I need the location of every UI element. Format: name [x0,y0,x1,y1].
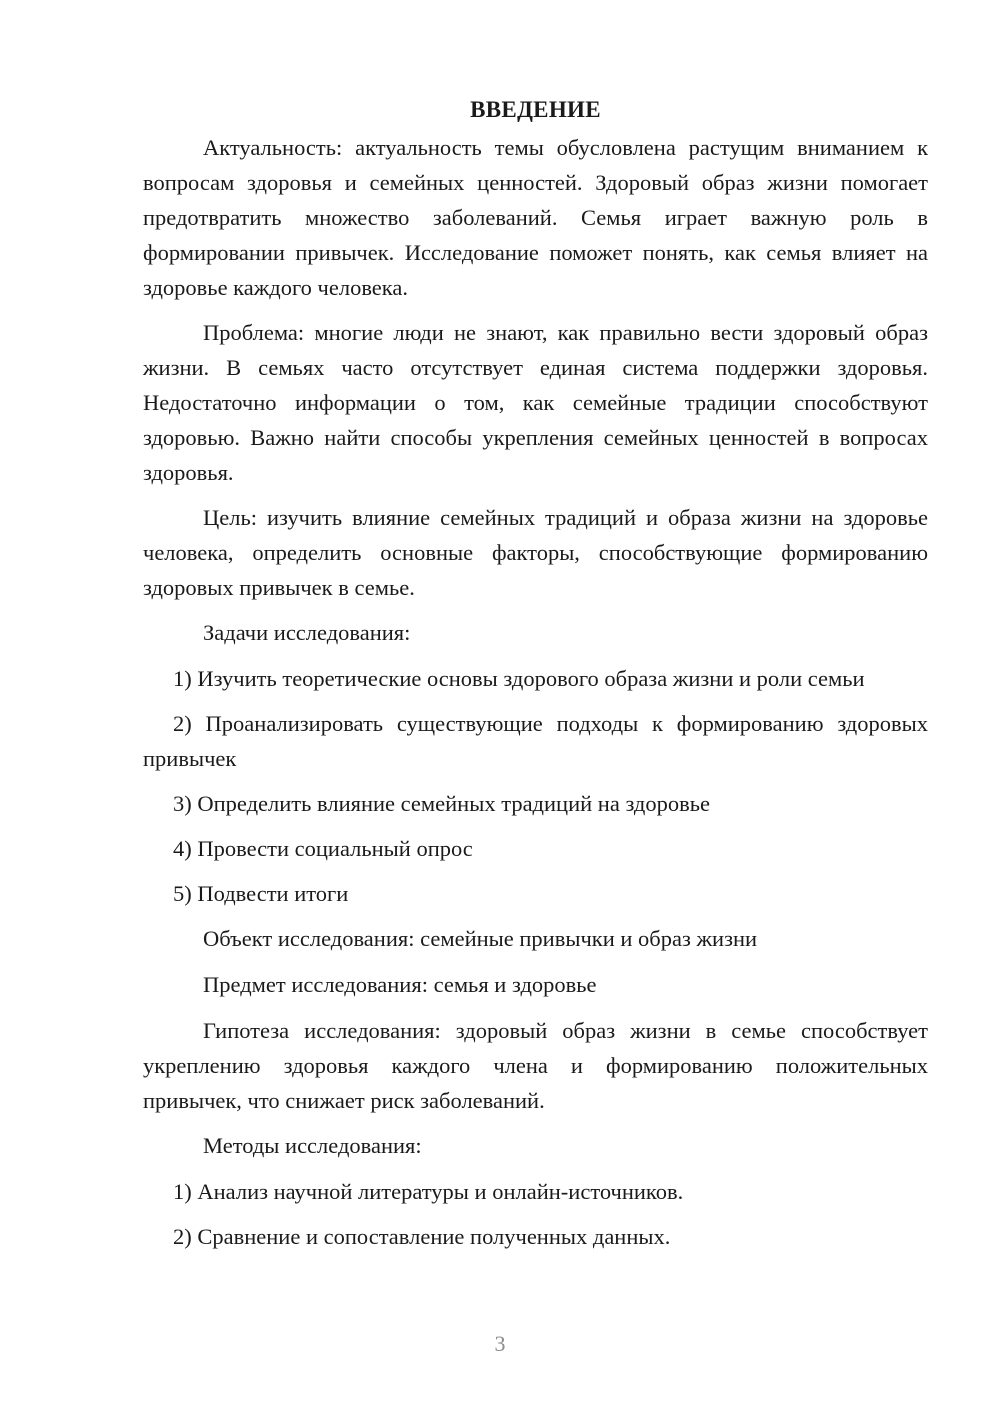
paragraph-object: Объект исследования: семейные привычки и образ жизни [203,926,758,951]
section-title: ВВЕДЕНИЕ [470,97,601,122]
paragraph-hypothesis: Гипотеза исследования: здоровый образ жизни в семье способствует укреплению здоровья каждого члена и формированию положительных привычек, что снижает риск заболеваний. [143,1018,928,1113]
tasks-heading: Задачи исследования: [203,620,411,645]
method-item-2: 2) Сравнение и сопоставление полученных данных. [173,1224,671,1249]
page-number: 3 [494,1331,506,1356]
methods-heading: Методы исследования: [203,1133,422,1158]
paragraph-goal: Цель: изучить влияние семейных традиций и образа жизни на здоровье человека, определить основные факторы, способствующие формированию здоровых привычек в семье. [143,505,928,600]
task-item-3: 3) Определить влияние семейных традиций на здоровье [173,791,710,816]
task-item-2: 2) Проанализировать существующие подходы к формированию здоровых привычек [143,711,928,771]
document-page [143,92,928,1264]
paragraph-relevance: Актуальность: актуальность темы обусловлена растущим вниманием к вопросам здоровья и семейных ценностей. Здоровый образ жизни помогает предотвратить множество заболеваний. Семья играет важную роль в формировании привычек. Исследование поможет понять, как семья влияет на здоровье каждого человека. [143,135,928,300]
task-item-4: 4) Провести социальный опрос [173,836,473,861]
paragraph-problem: Проблема: многие люди не знают, как правильно вести здоровый образ жизни. В семьях часто отсутствует единая система поддержки здоровья. Недостаточно информации о том, как семейные традиции способствуют здоровью. Важно найти способы укрепления семейных ценностей в вопросах здоровья. [143,320,928,485]
task-item-5: 5) Подвести итоги [173,881,349,906]
paragraph-subject: Предмет исследования: семья и здоровье [203,972,597,997]
task-item-1: 1) Изучить теоретические основы здорового образа жизни и роли семьи [173,666,865,691]
method-item-1: 1) Анализ научной литературы и онлайн-источников. [173,1179,684,1204]
